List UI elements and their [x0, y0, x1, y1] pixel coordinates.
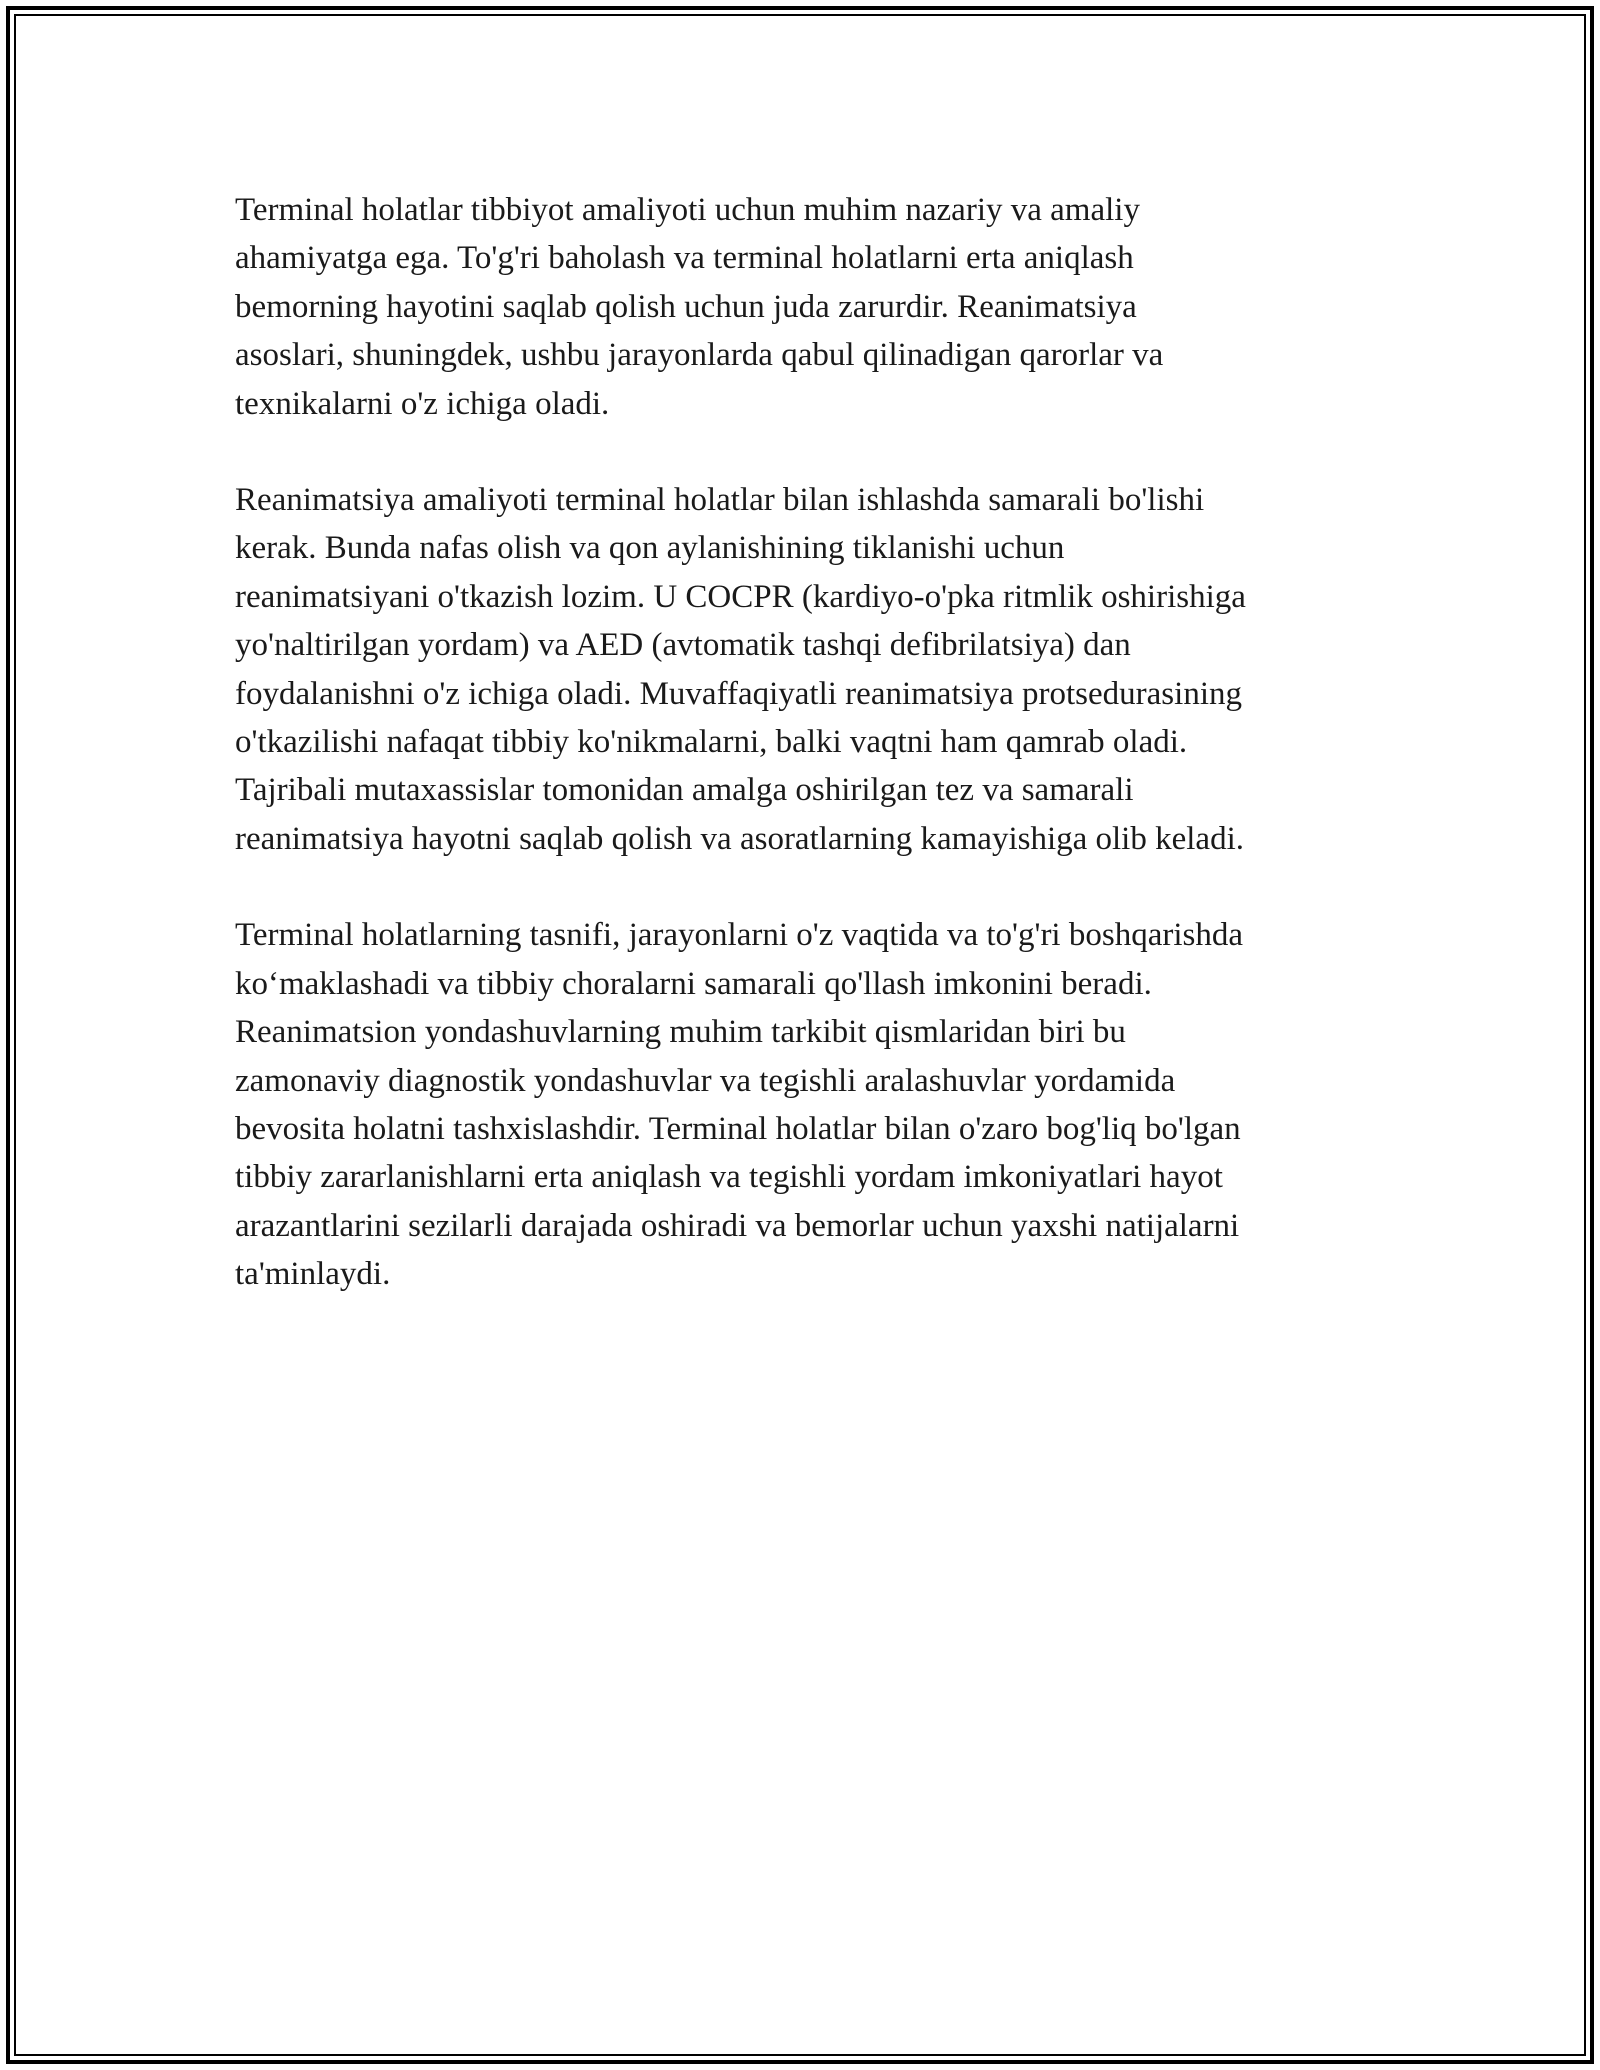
- paragraph-line: Terminal holatlar tibbiyot amaliyoti uchun muhim nazariy va amaliy: [235, 192, 1140, 228]
- paragraph-line: ko‘maklashadi va tibbiy choralarni samarali qo'llash imkonini beradi.: [235, 965, 1152, 1002]
- paragraph-1: [235, 186, 1375, 428]
- paragraph-line: reanimatsiya hayotni saqlab qolish va asoratlarning kamayishiga olib keladi.: [235, 820, 1244, 857]
- paragraph-line: bevosita holatni tashxislashdir. Terminal holatlar bilan o'zaro bog'liq bo'lgan: [235, 1110, 1241, 1147]
- paragraph-line: kerak. Bunda nafas olish va qon aylanishining tiklanishi uchun: [235, 530, 1065, 567]
- paragraph-3: [235, 911, 1375, 1298]
- paragraph-line: Terminal holatlarning tasnifi, jarayonlarni o'z vaqtida va to'g'ri boshqarishda: [235, 917, 1243, 954]
- paragraph-line: reanimatsiyani o'tkazish lozim. U COCPR (kardiyo-o'pka ritmlik oshirishiga: [235, 578, 1246, 615]
- paragraph-line: bemorning hayotini saqlab qolish uchun juda zarurdir. Reanimatsiya: [235, 288, 1137, 325]
- paragraph-line: Tajribali mutaxassislar tomonidan amalga oshirilgan tez va samarali: [235, 772, 1134, 809]
- paragraph-line: Reanimatsion yondashuvlarning muhim tarkibit qismlaridan biri bu: [235, 1014, 1126, 1051]
- document-body: [235, 186, 1375, 1347]
- paragraph-2: [235, 476, 1375, 863]
- paragraph-line: tibbiy zararlanishlarni erta aniqlash va tegishli yordam imkoniyatlari hayot: [235, 1159, 1223, 1196]
- paragraph-line: yo'naltirilgan yordam) va AED (avtomatik tashqi defibrilatsiya) dan: [235, 627, 1131, 664]
- paragraph-line: ta'minlaydi.: [235, 1256, 391, 1293]
- paragraph-line: texnikalarni o'z ichiga oladi.: [235, 385, 610, 422]
- paragraph-line: foydalanishni o'z ichiga oladi. Muvaffaqiyatli reanimatsiya protsedurasining: [235, 675, 1242, 712]
- paragraph-line: arazantlarini sezilarli darajada oshiradi va bemorlar uchun yaxshi natijalarni: [235, 1207, 1240, 1244]
- paragraph-line: zamonaviy diagnostik yondashuvlar va tegishli aralashuvlar yordamida: [235, 1062, 1176, 1099]
- paragraph-line: asoslari, shuningdek, ushbu jarayonlarda qabul qilinadigan qarorlar va: [235, 337, 1164, 374]
- paragraph-line: Reanimatsiya amaliyoti terminal holatlar bilan ishlashda samarali bo'lishi: [235, 482, 1205, 519]
- paragraph-line: o'tkazilishi nafaqat tibbiy ko'nikmalarni, balki vaqtni ham qamrab oladi.: [235, 724, 1188, 761]
- paragraph-line: ahamiyatga ega. To'g'ri baholash va terminal holatlarni erta aniqlash: [235, 240, 1134, 277]
